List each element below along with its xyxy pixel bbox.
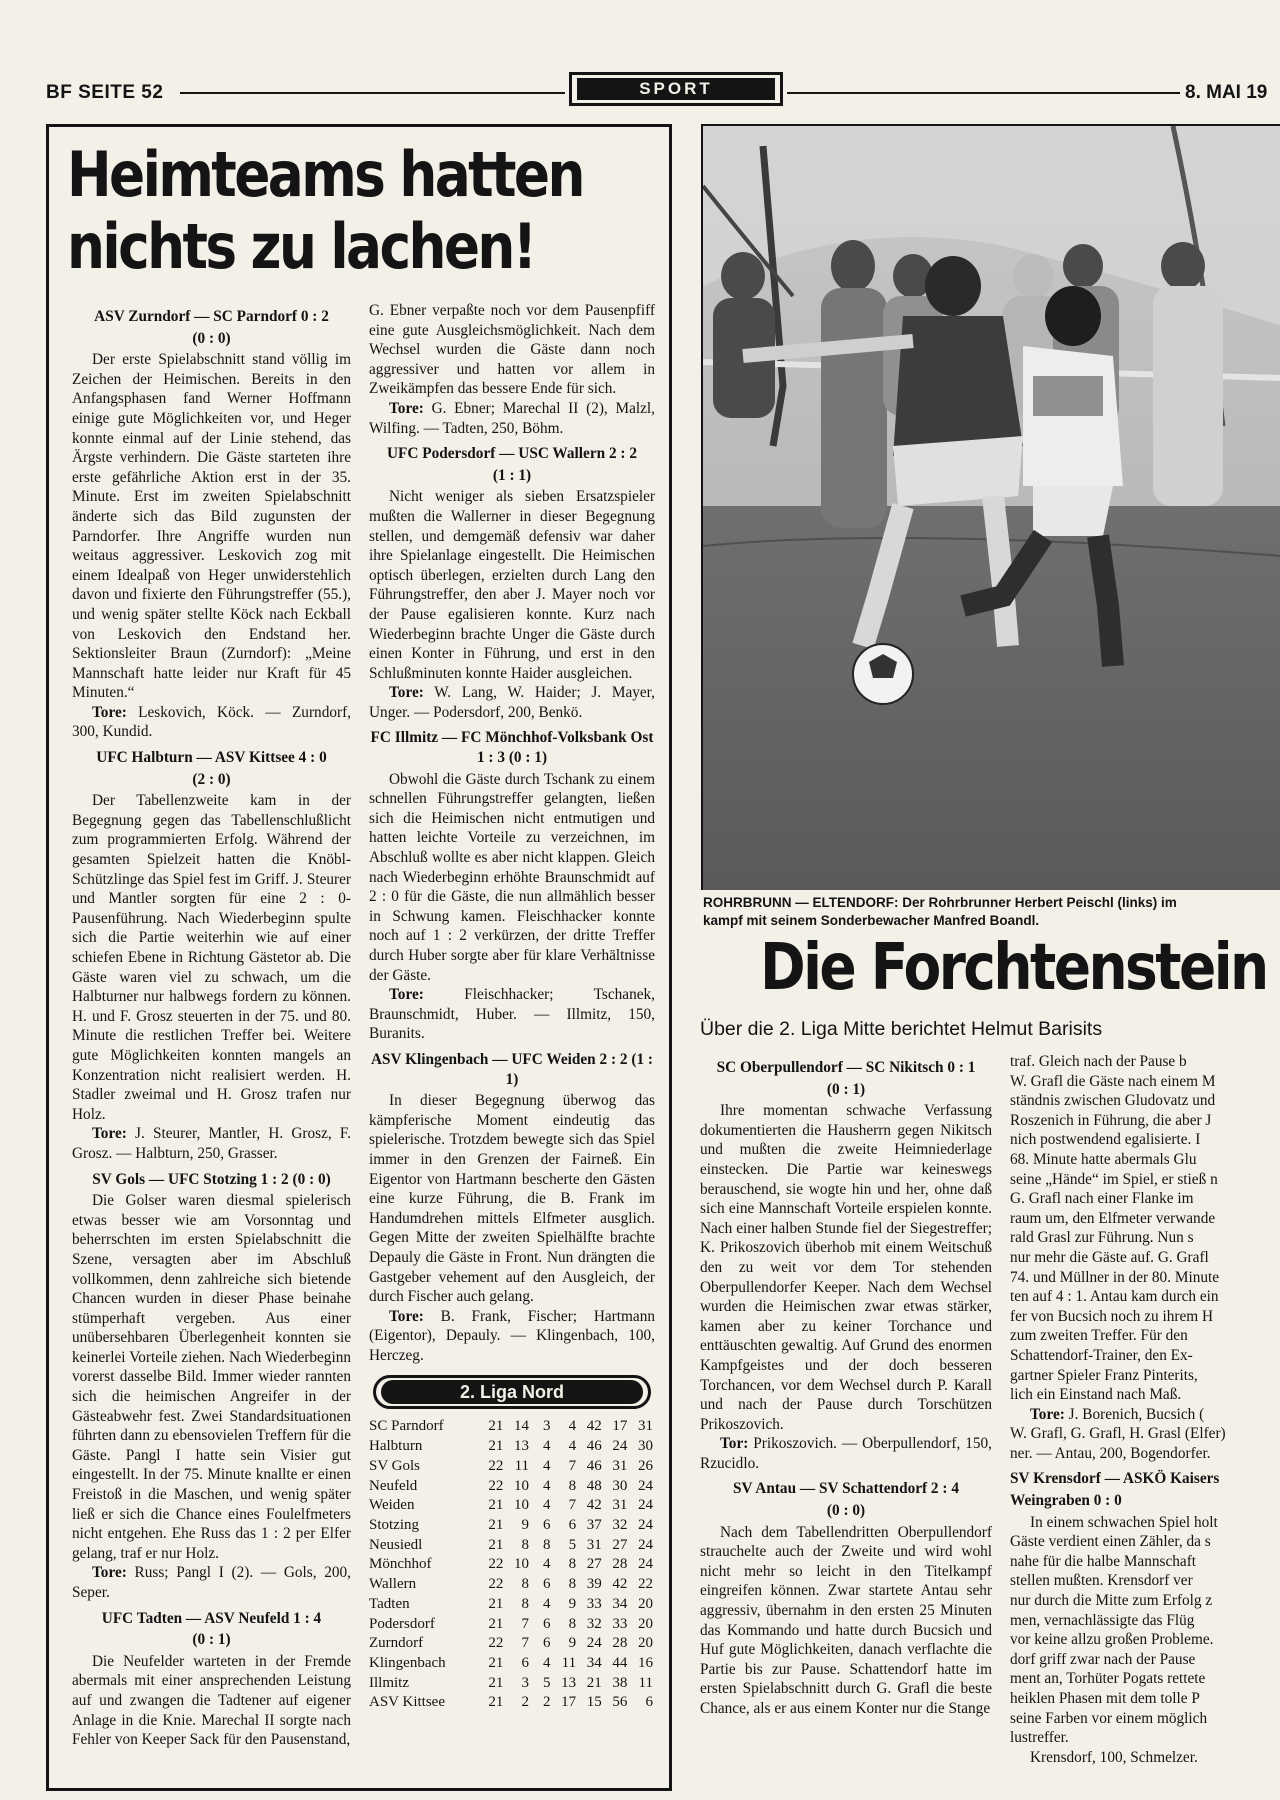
stat-value: 21 <box>488 1438 504 1455</box>
stat-value: 21 <box>488 1516 504 1533</box>
stat-value: 4 <box>568 1438 577 1455</box>
stat-value: 28 <box>612 1556 628 1573</box>
stat-value: 2 <box>543 1694 551 1711</box>
stat-value: 33 <box>612 1615 628 1632</box>
stat-value: 21 <box>488 1654 504 1671</box>
team-name: Podersdorf <box>369 1615 435 1632</box>
stat-value: 21 <box>488 1418 504 1435</box>
paragraph: Die Neufelder warteten in der Fremde abermals mit einer ansprechenden Leistung auf und zwangen die Tadtener auf eigener Anlage in die Knie. Marechal II sorgte nach Fehler von Keeper Sack für den Pausenstand, <box>72 1652 351 1749</box>
text-line: G. Grafl nach einer Flanke im <box>1010 1190 1194 1208</box>
stat-value: 6 <box>645 1694 653 1711</box>
stat-value: 22 <box>638 1576 653 1593</box>
stat-value: 7 <box>521 1615 530 1632</box>
scorers-text: Leskovich, Köck. — Zurndorf, 300, Kundid. <box>72 703 351 741</box>
text-line: dorf griff zwar nach der Pause <box>1010 1650 1196 1668</box>
team-name: Stotzing <box>369 1516 420 1533</box>
stat-value: 4 <box>543 1497 551 1514</box>
stat-value: 32 <box>586 1615 602 1632</box>
stat-value: 4 <box>543 1457 551 1474</box>
scorers-text: Prikoszovich. — Oberpullendorf, 150, Rzucidlo. <box>700 1435 992 1472</box>
match-heading: SV Krensdorf — ASKÖ Kaisers <box>1010 1470 1220 1488</box>
column-2-text <box>369 301 655 1365</box>
team-name: Neusiedl <box>369 1536 423 1553</box>
text-line: Gäste verdient einen Zähler, da s <box>1010 1533 1211 1551</box>
stat-value: 8 <box>568 1615 577 1632</box>
match-heading: ASV Zurndorf — SC Parndorf 0 : 2 <box>94 308 329 325</box>
match-heading: UFC Podersdorf — USC Wallern 2 : 2 <box>387 445 637 463</box>
stat-value: 9 <box>568 1595 577 1612</box>
header-rule-right <box>787 92 1180 94</box>
stat-value: 21 <box>488 1694 504 1711</box>
stat-value: 16 <box>638 1654 653 1671</box>
article-headline <box>67 139 583 283</box>
paragraph: Obwohl die Gäste durch Tschank zu einem schnellen Führungstreffer gelangten, ließen sich die Heimischen nicht entmutigen und hatten leichte Vorteile zu verzeichnen, im Abschluß wollte es aber nicht klappen. Gleich nach Wiederbeginn erhöhte Braunschmidt auf 2 : 0 für die Gäste, die nun allmählich besser in Schwung kamen. Fleischhacker konnte noch auf 1 : 2 verkürzen, der dritte Treffer durch Huber sorgte aber für klare Verhältnisse der Gäste. <box>369 770 655 984</box>
paragraph: Der erste Spielabschnitt stand völlig im Zeichen der Heimischen. Bereits in den Anfangsphasen fand Werner Hoffmann einige gute Möglichkeiten vor, und Heger konnte einmal auf der Linie stehend, das Ärgste verhindern. Die Gäste starteten ihre erste gefährliche Aktion erst in der 35. Minute. Erst im zweiten Spielabschnitt änderte sich das Bild zugunsten der Parndorfer. Ihre Angriffe wurden nun weitaus aggressiver. Leskovich zog mit einem Idealpaß von Heger unwiderstehlich davon und fixierte den Führungstreffer (55.), und wenig später stellte Köck nach Eckball von Leskovich den Endstand her. Sektionsleiter Braun (Zurndorf): „Meine Mannschaft hatte leider nur Kraft für 45 Minuten.“ <box>72 351 351 702</box>
stat-value: 9 <box>568 1635 577 1652</box>
stat-value: 10 <box>514 1477 530 1494</box>
stat-value: 30 <box>612 1477 628 1494</box>
league-table-row <box>369 1654 653 1674</box>
stat-value: 31 <box>612 1497 628 1514</box>
stat-value: 34 <box>612 1595 628 1612</box>
scorers-text: J. Borenich, Bucsich ( <box>1064 1405 1205 1423</box>
stat-value: 22 <box>488 1556 504 1573</box>
match-heading: SV Antau — SV Schattendorf 2 : 4 <box>733 1480 959 1498</box>
league-table-row <box>369 1693 653 1713</box>
paragraph: Der Tabellenzweite kam in der Begegnung gegen das Tabellenschlußlicht zum programmierten Erfolg. Während der gesamten Spielzeit hatten die Knöbl-Schützlinge das Spiel fest im Griff. J. Steurer und Mantler sorgten für eine 2 : 0-Pausenführung. Nach Wiederbeginn spulte sich die Partie weiterhin wie auf einer schiefen Ebene in Richtung Gästetor ab. Die Gäste waren viel zu schwach, um die Halbturner nur halbwegs fordern zu können. H. und F. Grosz steuerten in der 75. und 80. Minute die restlichen Treffer bei. Weitere gute Möglichkeiten konnten mangels an Konzentration nicht realisiert werden. H. Stadler zweimal und H. Grosz trafen nur Holz. <box>72 792 351 1123</box>
halftime-score: (0 : 1) <box>826 1080 866 1098</box>
stat-value: 4 <box>568 1418 577 1435</box>
scorers-label: Tore: <box>389 1307 424 1325</box>
halftime-score: (0 : 0) <box>192 329 231 347</box>
stat-value: 24 <box>638 1516 653 1533</box>
stat-value: 11 <box>561 1654 577 1671</box>
stat-value: 8 <box>521 1576 530 1593</box>
text-line: lich ein Einstand nach Maß. <box>1010 1386 1182 1404</box>
text-line: raum um, den Elfmeter verwande <box>1010 1209 1216 1227</box>
stat-value: 8 <box>543 1536 551 1553</box>
stat-value: 21 <box>488 1615 504 1632</box>
paragraph: Nach dem Tabellendritten Oberpullendorf strauchelte auch der Zweite und wird wohl nicht mehr so leicht in den Titelkampf eingreifen können. Zwar startete Antau sehr aggressiv, übernahm in den ersten 25 Minuten das Kommando und hatte durch Bucsich und Huf gute Möglichkeiten, danach verflachte die Partie bis zur Pause. Schattendorf hatte im ersten Spielabschnitt durch G. Grafl die beste Chance, als er aus einem Konter nur die Stange <box>700 1523 992 1717</box>
stat-value: 31 <box>612 1457 628 1474</box>
stat-value: 42 <box>586 1418 602 1435</box>
scorers-text: J. Steurer, Mantler, H. Grosz, F. Grosz. — Halbturn, 250, Grasser. <box>72 1125 351 1162</box>
stat-value: 4 <box>543 1595 551 1612</box>
stat-value: 14 <box>514 1418 530 1435</box>
scorers-line <box>1010 1405 1280 1425</box>
match-photo <box>701 124 1280 890</box>
article-2-byline: Über die 2. Liga Mitte berichtet Helmut Barisits <box>700 1018 1103 1040</box>
match-heading: SC Oberpullendorf — SC Nikitsch 0 : 1 <box>716 1059 976 1076</box>
halftime-score: (0 : 0) <box>826 1502 866 1520</box>
stat-value: 15 <box>586 1694 602 1711</box>
stat-value: 20 <box>638 1635 653 1652</box>
text-line: W. Grafl die Gäste nach einem M <box>1010 1072 1216 1090</box>
league-table-row <box>369 1437 653 1457</box>
scorers-label: Tore: <box>389 684 424 702</box>
match-heading: UFC Tadten — ASV Neufeld 1 : 4 <box>101 1609 322 1627</box>
stat-value: 37 <box>586 1516 602 1533</box>
stat-value: 8 <box>521 1595 530 1612</box>
text-line: Roszenich in Führung, die aber J <box>1010 1111 1212 1129</box>
stat-value: 13 <box>561 1674 577 1691</box>
team-name: Klingenbach <box>369 1654 446 1671</box>
text-line: nur durch die Mitte zum Erfolg z <box>1010 1592 1213 1610</box>
league-table-row <box>369 1496 653 1516</box>
stat-value: 28 <box>612 1635 628 1652</box>
stat-value: 48 <box>586 1477 602 1494</box>
text-line: seine „Hände“ im Spiel, er stieß n <box>1010 1170 1218 1188</box>
league-table-row <box>369 1516 653 1536</box>
stat-value: 7 <box>568 1457 577 1474</box>
halftime-score: (1 : 1) <box>492 466 532 484</box>
paragraph: Nicht weniger als sieben Ersatzspieler mußten die Wallerner in dieser Begegnung stellen, und demgemäß defensiv war daher ihre Spielanlage eingestellt. Die Heimischen optisch überlegen, erzielten durch Lang den Führungstreffer, den aber J. Mayer noch vor der Pause egalisieren konnte. Kurz nach Wiederbeginn brachte Unger die Gäste durch einen Konter in Führung, und erst in den Schlußminuten konnte Haider ausgleichen. <box>369 488 655 682</box>
league-table-row <box>369 1536 653 1556</box>
stat-value: 4 <box>543 1556 551 1573</box>
stat-value: 11 <box>514 1457 530 1474</box>
stat-value: 6 <box>521 1654 530 1671</box>
stat-value: 31 <box>586 1536 602 1553</box>
page-number: BF SEITE 52 <box>46 82 164 103</box>
stat-value: 22 <box>488 1576 504 1593</box>
stat-value: 13 <box>514 1438 530 1455</box>
league-table-title: 2. Liga Nord <box>381 1380 643 1404</box>
league-table-row <box>369 1615 653 1635</box>
league-table-row <box>369 1595 653 1615</box>
league-table-row <box>369 1575 653 1595</box>
paragraph: G. Ebner verpaßte noch vor dem Pausenpfiff eine gute Ausgleichsmöglichkeit. Nach dem Wechsel wurden die Gäste dann noch aggressiver und hatten vor allem in Zweikämpfen das bessere Ende für sich. <box>369 302 655 398</box>
stat-value: 22 <box>488 1477 504 1494</box>
article-column-2 <box>369 301 655 1713</box>
stat-value: 42 <box>612 1576 628 1593</box>
text-line: fer von Bucsich noch zu ihrem H <box>1010 1307 1214 1325</box>
text-line: stellen mußten. Krensdorf ver <box>1010 1572 1193 1590</box>
stat-value: 24 <box>638 1477 653 1494</box>
scorers-label: Tore: <box>92 1564 127 1582</box>
stat-value: 6 <box>543 1635 551 1652</box>
team-name: Halbturn <box>369 1438 423 1455</box>
stat-value: 21 <box>488 1536 504 1553</box>
stat-value: 20 <box>638 1595 653 1612</box>
scorers-label: Tore: <box>92 703 127 721</box>
halftime-score: (2 : 0) <box>192 770 231 788</box>
stat-value: 5 <box>543 1674 551 1691</box>
text-line: nich postwendend egalisierte. I <box>1010 1131 1201 1149</box>
stat-value: 22 <box>488 1635 504 1652</box>
team-name: Weiden <box>369 1497 415 1514</box>
stat-value: 21 <box>488 1674 504 1691</box>
match-photo-image <box>703 126 1280 890</box>
issue-date: 8. MAI 19 <box>1185 82 1268 103</box>
team-name: Zurndorf <box>369 1635 424 1652</box>
text-line: lustreffer. <box>1010 1729 1069 1747</box>
text-line: ment an, Torhüter Pogats rettete <box>1010 1670 1206 1688</box>
league-table-row <box>369 1555 653 1575</box>
scorers-label: Tore: <box>92 1125 127 1143</box>
stat-value: 46 <box>586 1438 602 1455</box>
stat-value: 31 <box>638 1418 653 1435</box>
text-line: seine Farben vor einem möglich <box>1010 1709 1208 1727</box>
match-heading: ASV Klingenbach — UFC Weiden 2 : 2 (1 : 1) <box>370 1050 654 1088</box>
scorers-line <box>369 1307 655 1366</box>
scorers-label: Tor: <box>720 1435 749 1453</box>
stat-value: 21 <box>586 1674 602 1691</box>
stat-value: 24 <box>638 1556 653 1573</box>
section-label-box <box>569 72 783 106</box>
halftime-score: (0 : 1) <box>192 1631 231 1649</box>
stat-value: 4 <box>543 1654 551 1671</box>
scorers-text: Russ; Pangl I (2). — Gols, 200, Seper. <box>72 1564 351 1601</box>
text-line: heiklen Phasen mit dem tolle P <box>1010 1690 1200 1707</box>
stat-value: 3 <box>543 1418 551 1435</box>
stat-value: 3 <box>521 1674 530 1691</box>
stat-value: 42 <box>586 1497 602 1514</box>
stat-value: 34 <box>586 1654 602 1671</box>
text-line: 74. und Müllner in der 80. Minute <box>1010 1268 1220 1286</box>
stat-value: 32 <box>612 1516 628 1533</box>
team-name: Wallern <box>369 1576 417 1593</box>
stat-value: 21 <box>488 1497 504 1514</box>
team-name: SV Gols <box>369 1457 420 1474</box>
stat-value: 8 <box>568 1576 577 1593</box>
scorers-line <box>72 1124 351 1163</box>
stat-value: 27 <box>586 1556 602 1573</box>
match-heading: UFC Halbturn — ASV Kittsee 4 : 0 <box>96 749 327 767</box>
league-table-row <box>369 1417 653 1437</box>
stat-value: 11 <box>638 1674 653 1691</box>
league-table-row <box>369 1457 653 1477</box>
stat-value: 30 <box>638 1438 653 1455</box>
team-name: Illmitz <box>369 1674 409 1691</box>
scorers-line <box>700 1434 992 1473</box>
team-name: ASV Kittsee <box>369 1694 445 1711</box>
stat-value: 4 <box>543 1438 551 1455</box>
league-table-row <box>369 1634 653 1654</box>
stat-value: 6 <box>543 1576 551 1593</box>
stat-value: 24 <box>638 1497 653 1514</box>
match-heading: FC Illmitz — FC Mönchhof-Volksbank Ost 1 : 3 (0 : 1) <box>370 729 654 767</box>
stat-value: 26 <box>638 1457 653 1474</box>
stat-value: 24 <box>612 1438 628 1455</box>
text-line: In einem schwachen Spiel holt <box>1030 1513 1218 1531</box>
stat-value: 8 <box>568 1556 577 1573</box>
scorers-line <box>369 399 655 438</box>
team-name: SC Parndorf <box>369 1418 444 1435</box>
stat-value: 38 <box>612 1674 628 1691</box>
stat-value: 27 <box>612 1536 628 1553</box>
stat-value: 24 <box>638 1536 653 1553</box>
scorers-label: Tore: <box>389 986 424 1004</box>
match-heading: SV Gols — UFC Stotzing 1 : 2 (0 : 0) <box>92 1170 331 1188</box>
stat-value: 4 <box>543 1477 551 1494</box>
text-line: nur mehr die Gäste auf. G. Grafl <box>1010 1248 1209 1266</box>
text-line: traf. Gleich nach der Pause b <box>1010 1053 1187 1070</box>
league-table <box>369 1417 653 1713</box>
text-line: zum zweiten Treffer. Für den <box>1010 1327 1188 1345</box>
stat-value: 8 <box>521 1536 530 1553</box>
text-line: ständnis zwischen Gludovatz und <box>1010 1092 1216 1110</box>
stat-value: 20 <box>638 1615 653 1632</box>
stat-value: 2 <box>521 1694 530 1711</box>
stat-value: 8 <box>568 1477 577 1494</box>
text-line: Schattendorf-Trainer, den Ex- <box>1010 1346 1193 1364</box>
stat-value: 10 <box>514 1497 530 1514</box>
paragraph: Ihre momentan schwache Verfassung dokumentierten die Hausherrn gegen Nikitsch und mußten die zweite Heimniederlage einstecken. Die Partie war keineswegs berauschend, sie wogte hin und her, ohne daß sich eine Mannschaft Vorteile erspielen konnte. Nach einer halben Stunde fiel der Siegestreffer; K. Prikoszovich überhob mit einem Weitschuß den zu weit vor dem Tor stehenden Oberpullendorfer Keeper. Nach dem Wechsel wurden die Heimischen zwar etwas stärker, kamen aber zu keiner Torchance und enttäuschten gewaltig. Auf Grund des enormen Kampfgeistes und der doch besseren Torchancen, vor dem Wechsel durch P. Karall und nach der Pause durch Torschützen Prikoszovich. <box>700 1102 992 1433</box>
article-column-1 <box>72 301 351 1750</box>
scorers-label: Tore: <box>389 399 424 417</box>
scorers-line <box>72 1563 351 1602</box>
headline-line-2: nichts zu lachen! <box>67 210 535 283</box>
stat-value: 7 <box>568 1497 577 1514</box>
stat-value: 21 <box>488 1595 504 1612</box>
stat-value: 6 <box>568 1516 577 1533</box>
text-line: nahe für die halbe Mannschaft <box>1010 1552 1197 1570</box>
text-line: ten auf 4 : 1. Antau kam durch ein <box>1010 1288 1219 1306</box>
text-line: ner. — Antau, 200, Bogendorfer. <box>1010 1444 1211 1462</box>
header-rule-left <box>180 92 565 94</box>
article-2-column-1 <box>700 1052 992 1719</box>
article-frame <box>46 124 672 1791</box>
text-line: 68. Minute hatte abermals Glu <box>1010 1150 1197 1168</box>
text-line: gartner Spieler Franz Pinterits, <box>1010 1366 1198 1384</box>
team-name: Neufeld <box>369 1477 418 1494</box>
team-name: Mönchhof <box>369 1556 432 1573</box>
stat-value: 10 <box>514 1556 530 1573</box>
article-2-headline: Die Forchtenstein <box>760 931 1267 1005</box>
paragraph: Die Golser waren diesmal spielerisch etwas besser wie am Vorsonntag und beherrschten im ersten Spielabschnitt die Szene, versagten aber im Abschluß vollkommen, denn zahlreiche sich bietende Chancen wurden in dieser Phase beinahe stümperhaft vergeben. Aus einer unübersehbaren Überlegenheit konnten sie keinerlei Vorteile ziehen. Nach Wiederbeginn vorerst dasselbe Bild. Immer wieder rannten sich die heimischen Angreifer in der Gästeabwehr fest. Zwei Standardsituationen führten dann zu ebensovielen Treffern für die Gäste. Pangl I hatte sein Visier gut eingestellt. In der 75. Minute knallte er einen Freistoß in die Maschen, und wenig später ließ er sich die Chance eines Foulelfmeters nicht entgehen. Ehe Russ das 1 : 2 per Elfer gelang, traf er nur Holz. <box>72 1192 351 1562</box>
paragraph: In dieser Begegnung überwog das kämpferische Moment eindeutig das spielerische. Trotzdem bewegte sich das Spiel immer in den Grenzen der Fairneß. Ein Eigentor von Hartmann bescherte den Gästen eine kurze Führung, die B. Frank im Handumdrehen mittels Elfmeter ausglich. Gegen Mitte der zweiten Spielhälfte brachte Depauly die Gäste in Front. Nun drängten die Gastgeber vehement auf den Ausgleich, der durch Fischer auch gelang. <box>369 1092 655 1306</box>
stat-value: 46 <box>586 1457 602 1474</box>
scorers-text: W. Lang, W. Haider; J. Mayer, Unger. — Podersdorf, 200, Benkö. <box>369 684 655 721</box>
photo-caption-line-1: ROHRBRUNN — ELTENDORF: Der Rohrbrunner Herbert Peischl (links) im <box>703 895 1177 910</box>
photo-caption-line-2: kampf mit seinem Sonderbewacher Manfred Boandl. <box>703 913 1040 928</box>
stat-value: 39 <box>586 1576 602 1593</box>
stat-value: 5 <box>568 1536 577 1553</box>
scorers-text: B. Frank, Fischer; Hartmann (Eigentor), Depauly. — Klingenbach, 100, Herczeg. <box>369 1307 655 1364</box>
scorers-label: Tore: <box>1030 1405 1065 1423</box>
text-line: men, vernachlässigte das Flüg <box>1010 1611 1195 1629</box>
league-table-row <box>369 1477 653 1497</box>
scorers-text: Fleischhacker; Tschanek, Braunschmidt, Huber. — Illmitz, 150, Buranits. <box>369 986 655 1043</box>
stat-value: 22 <box>488 1457 504 1474</box>
text-line: vor keine allzu großen Probleme. <box>1010 1631 1214 1649</box>
stat-value: 7 <box>521 1635 530 1652</box>
article-2-column-2 <box>1010 1052 1280 1792</box>
section-label: SPORT <box>577 78 775 100</box>
text-line: Krensdorf, 100, Schmelzer. <box>1030 1748 1198 1766</box>
stat-value: 9 <box>521 1516 530 1533</box>
scorers-text: G. Ebner; Marechal II (2), Malzl, Wilfing. — Tadten, 250, Böhm. <box>369 399 655 437</box>
league-table-row <box>369 1674 653 1694</box>
stat-value: 33 <box>586 1595 602 1612</box>
stat-value: 44 <box>612 1654 628 1671</box>
text-line: W. Grafl, G. Grafl, H. Grasl (Elfer) <box>1010 1425 1226 1443</box>
stat-value: 56 <box>612 1694 628 1711</box>
scorers-line <box>369 683 655 722</box>
stat-value: 6 <box>543 1615 551 1632</box>
stat-value: 17 <box>612 1418 628 1435</box>
stat-value: 24 <box>586 1635 602 1652</box>
halftime-score: Weingraben 0 : 0 <box>1010 1492 1122 1510</box>
photo-caption <box>703 894 1280 930</box>
scorers-line <box>369 985 655 1044</box>
stat-value: 17 <box>561 1694 577 1711</box>
headline-line-1: Heimteams hatten <box>67 138 583 211</box>
page-header <box>0 72 1280 112</box>
text-line: rald Grasl zur Führung. Nun s <box>1010 1229 1194 1247</box>
stat-value: 6 <box>543 1516 551 1533</box>
team-name: Tadten <box>369 1595 410 1612</box>
league-table-header <box>373 1375 651 1409</box>
scorers-line <box>72 703 351 742</box>
